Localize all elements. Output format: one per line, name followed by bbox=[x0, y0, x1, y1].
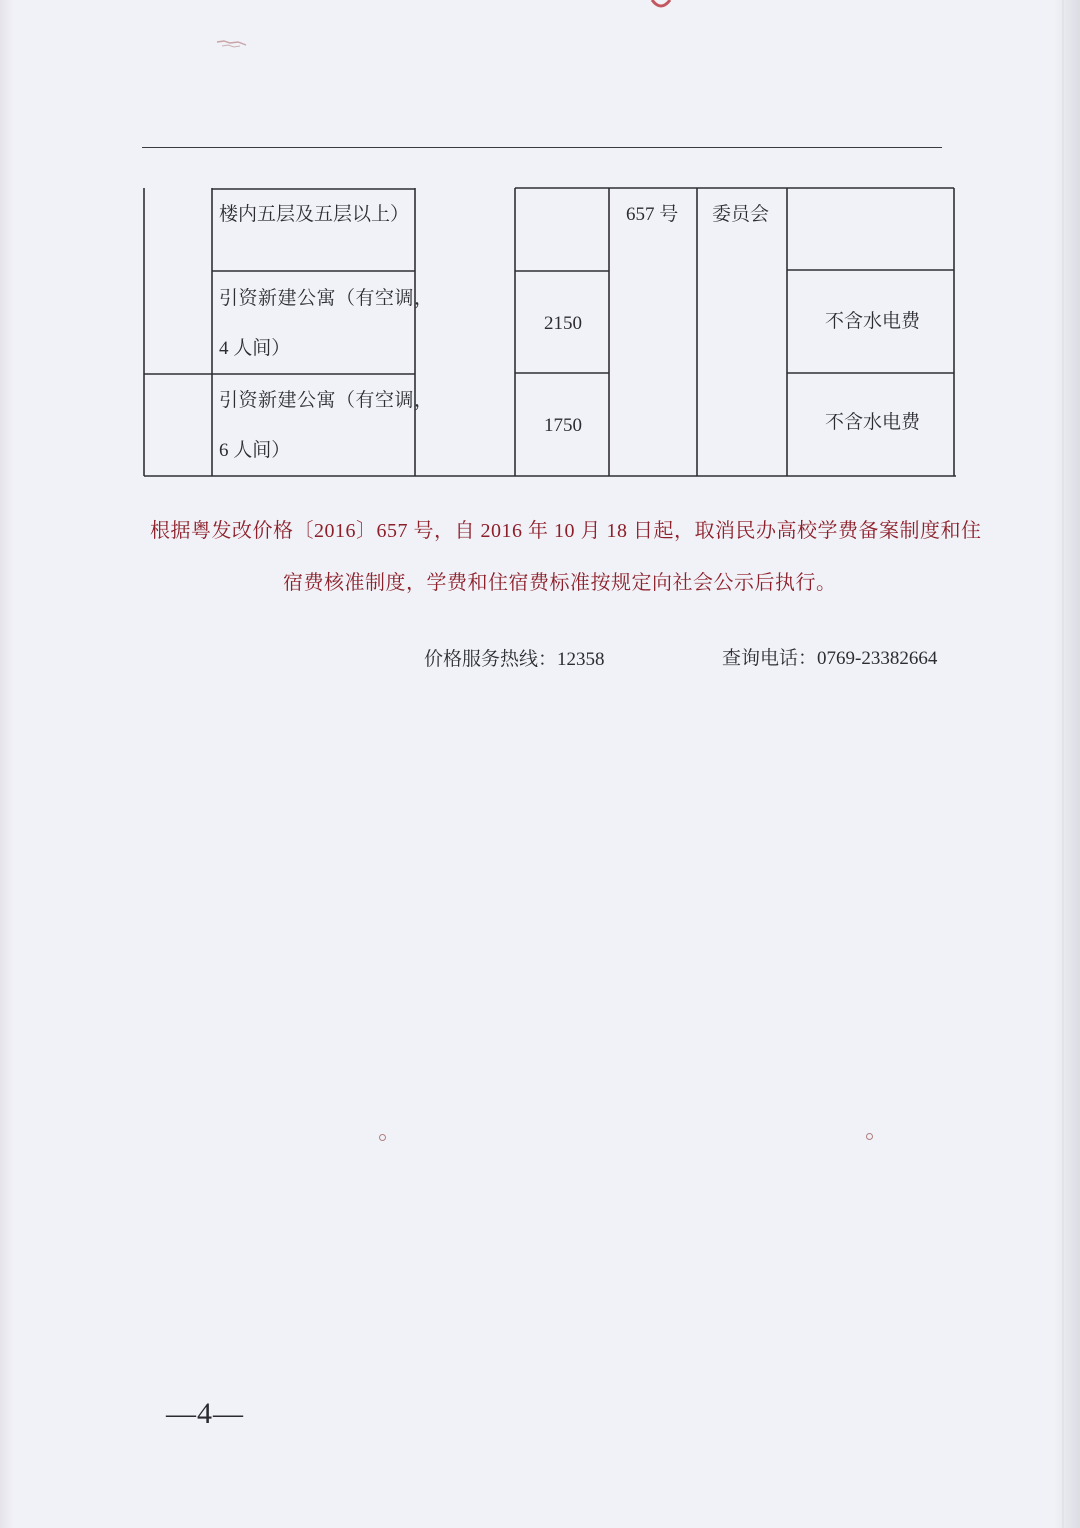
table-cell-item: 引资新建公寓（有空调， bbox=[219, 288, 434, 309]
table-cell-note: 不含水电费 bbox=[825, 412, 921, 433]
scan-dot-mark bbox=[379, 1134, 386, 1141]
table-cell-basis: 657 号 bbox=[626, 204, 679, 225]
table-cell-item-cont: 6 人间） bbox=[219, 440, 291, 461]
table-cell-item-cont: 4 人间） bbox=[219, 338, 291, 359]
table-cell-price: 1750 bbox=[544, 415, 582, 436]
inquiry-phone: 查询电话：0769-23382664 bbox=[722, 648, 938, 669]
scan-smudge-mark bbox=[216, 38, 250, 50]
red-seal-fragment bbox=[650, 0, 672, 10]
page-edge-shadow-left bbox=[0, 0, 14, 1528]
table-cell-note: 不含水电费 bbox=[825, 311, 921, 332]
price-hotline: 价格服务热线：12358 bbox=[424, 649, 605, 670]
notice-line: 根据粤发改价格〔2016〕657 号，自 2016 年 10 月 18 日起，取消民办高校学费备案制度和住 bbox=[150, 520, 982, 542]
scan-dot-mark bbox=[866, 1133, 873, 1140]
notice-line: 宿费核准制度，学费和住宿费标准按规定向社会公示后执行。 bbox=[283, 572, 837, 594]
table-cell-authority: 委员会 bbox=[712, 204, 770, 225]
table-cell-price: 2150 bbox=[544, 313, 582, 334]
table-cell-item: 引资新建公寓（有空调， bbox=[219, 390, 434, 411]
header-rule bbox=[142, 147, 942, 148]
page-edge-shadow-right bbox=[1054, 0, 1080, 1528]
table-cell-item: 楼内五层及五层以上） bbox=[219, 204, 410, 225]
page-number: —4— bbox=[166, 1397, 244, 1430]
page-edge-line bbox=[1062, 0, 1064, 1528]
